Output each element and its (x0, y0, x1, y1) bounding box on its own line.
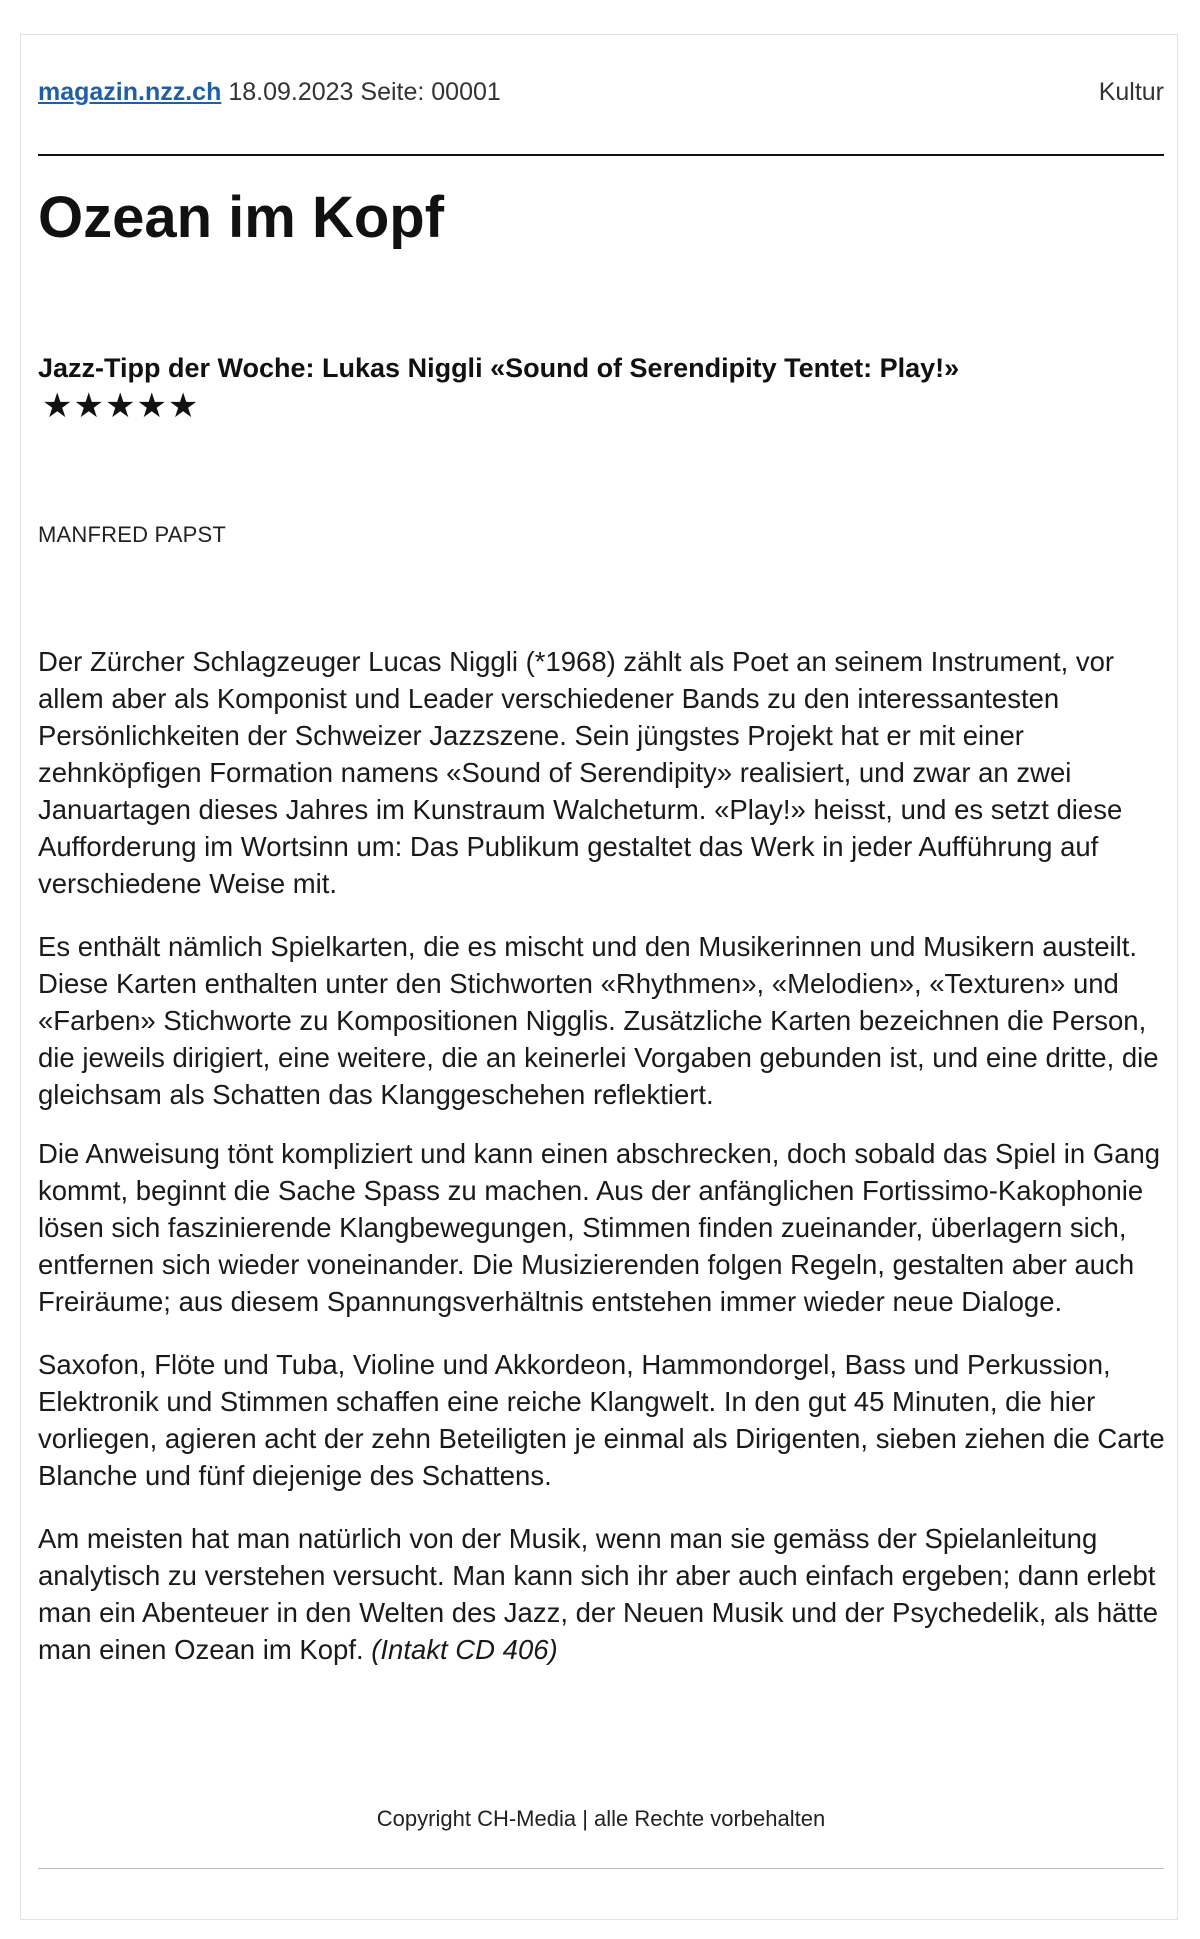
body-paragraph: Es enthält nämlich Spielkarten, die es mischt und den Musikerinnen und Musikern austeilt. Diese Karten enthalten unter den Stichworten «Rhythmen», «Melodien», «Texturen» und «Farben» Stichworte zu Kompositionen Nigglis. Zusätzliche Karten bezeichnen die Person, die jeweils dirigiert, eine weitere, die an keinerlei Vorgaben gebunden ist, und eine dritte, die gleichsam als Schatten das Klanggeschehen reflektiert. (38, 931, 1159, 1110)
body-paragraph: Der Zürcher Schlagzeuger Lucas Niggli (*1968) zählt als Poet an seinem Instrument, vor allem aber als Komponist und Leader verschiedener Bands zu den interessantesten Persönlichkeiten der Schweizer Jazzszene. Sein jüngstes Projekt hat er mit einer zehnköpfigen Formation namens «Sound of Serendipity» realisiert, und zwar an zwei Januartagen dieses Jahres im Kunstraum Walcheturm. «Play!» heisst, und es setzt diese Aufforderung im Wortsinn um: Das Publikum gestaltet das Werk in jeder Aufführung auf verschiedene Weise mit. (38, 646, 1123, 899)
article-body (38, 643, 1168, 1668)
article-header (38, 78, 1164, 114)
body-paragraph: Die Anweisung tönt kompliziert und kann einen abschrecken, doch sobald das Spiel in Gang kommt, beginnt die Sache Spass zu machen. Aus der anfänglichen Fortissimo-Kakophonie lösen sich faszinierende Klangbewegungen, Stimmen finden zueinander, überlagern sich, entfernen sich wieder voneinander. Die Musizierenden folgen Regeln, gestalten aber auch Freiräume; aus diesem Spannungsverhältnis entstehen immer wieder neue Dialoge. (38, 1138, 1161, 1317)
footer-divider (38, 1868, 1164, 1869)
copyright-notice: Copyright CH-Media | alle Rechte vorbehalten (376, 1806, 826, 1831)
article-title: Ozean im Kopf (38, 185, 445, 250)
closing-note: (Intakt CD 406) (371, 1634, 558, 1665)
section-label: Kultur (1098, 78, 1164, 106)
source-link[interactable]: magazin.nzz.ch (38, 78, 222, 106)
article-subtitle: Jazz-Tipp der Woche: Lukas Niggli «Sound of Serendipity Tentet: Play!» (38, 353, 960, 383)
publication-meta: 18.09.2023 Seite: 00001 (228, 78, 501, 106)
body-paragraph: Saxofon, Flöte und Tuba, Violine und Akkordeon, Hammondorgel, Bass und Perkussion, Elektronik und Stimmen schaffen eine reiche Klangwelt. In den gut 45 Minuten, die hier vorliegen, agieren acht der zehn Beteiligten je einmal als Dirigenten, sieben ziehen die Carte Blanche und fünf diejenige des Schattens. (38, 1349, 1165, 1491)
header-divider (38, 154, 1164, 156)
body-paragraph-last (38, 1520, 1168, 1668)
author-byline: MANFRED PAPST (38, 522, 226, 547)
rating-stars: ★★★★★ (42, 387, 200, 425)
body-paragraph-text: Am meisten hat man natürlich von der Musik, wenn man sie gemäss der Spielanleitung analytisch zu verstehen versucht. Man kann sich ihr aber auch einfach ergeben; dann erlebt man ein Abenteuer in den Welten des Jazz, der Neuen Musik und der Psychedelik, als hätte man einen Ozean im Kopf. (38, 1523, 1159, 1665)
